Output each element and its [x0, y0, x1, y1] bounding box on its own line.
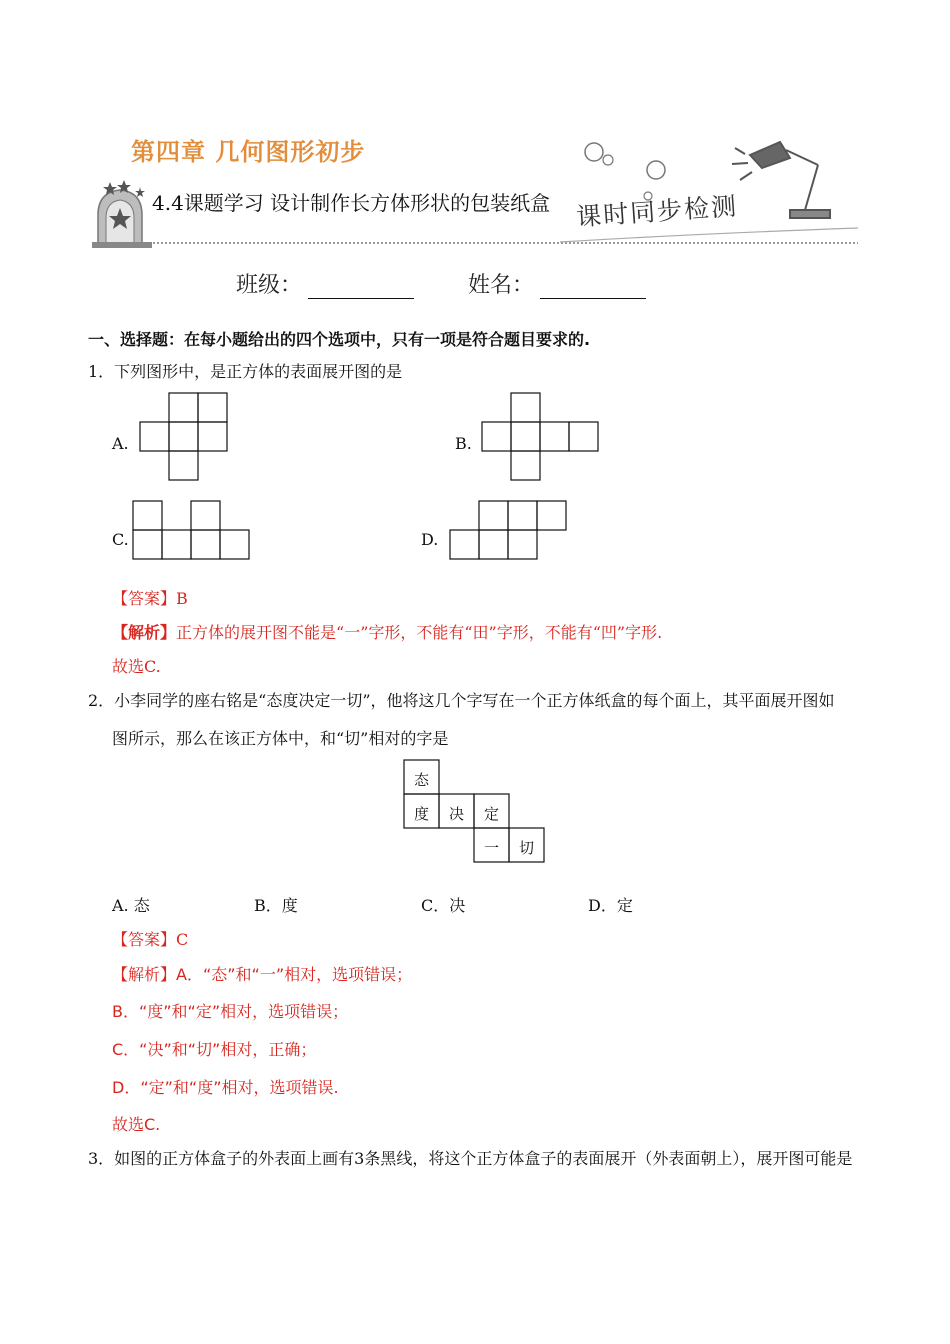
chapter-title: 第四章 几何图形初步 [131, 138, 366, 166]
desk-lamp-icon [732, 142, 830, 218]
q1-option-b-label: B. [455, 434, 472, 453]
q1-option-d-net [448, 500, 570, 562]
banner-label: 课时同步检测 [575, 191, 739, 232]
q2-conclusion: 故选C. [112, 1115, 161, 1134]
q1-analysis-label: 【解析】 [112, 623, 177, 642]
q1-option-b-net [480, 392, 602, 482]
q3-stem: 3．如图的正方体盒子的外表面上画有3条黑线，将这个正方体盒子的表面展开（外表面朝上），展开图可能是 [88, 1149, 853, 1168]
name-field [468, 268, 646, 299]
lesson-title: 4.4课题学习 设计制作长方体形状的包装纸盒 [152, 191, 551, 215]
section-title: 一、选择题：在每小题给出的四个选项中，只有一项是符合题目要求的. [88, 330, 591, 349]
q2-net-cell-ding: 定 [484, 805, 500, 823]
q1-option-a-label: A. [112, 434, 129, 453]
q2-stem-line2: 图所示，那么在该正方体中，和“切”相对的字是 [112, 729, 449, 748]
q2-net-figure [402, 759, 552, 869]
class-blank[interactable] [308, 276, 414, 299]
q1-answer: 【答案】B [112, 589, 188, 608]
class-field [236, 268, 414, 299]
name-label: 姓名： [468, 273, 535, 298]
q1-option-c-label: C. [112, 530, 129, 549]
q2-option-b: B．度 [254, 896, 298, 915]
q2-analysis-line2: B．“度”和“定”相对，选项错误； [112, 1002, 349, 1021]
q2-option-a: A. 态 [112, 896, 150, 915]
q1-stem: 1．下列图形中，是正方体的表面展开图的是 [88, 362, 403, 381]
class-label: 班级： [236, 273, 303, 298]
q2-answer: 【答案】C [112, 930, 189, 949]
star-badge-icon [92, 180, 152, 248]
q2-analysis-line3: C．“决”和“切”相对，正确； [112, 1040, 317, 1059]
q2-option-c: C．决 [421, 896, 466, 915]
q2-stem-line1: 2．小李同学的座右铭是“态度决定一切”，他将这几个字写在一个正方体纸盒的每个面上，其平面展开图如 [88, 691, 835, 710]
q2-analysis-line1: 【解析】A．“态”和“一”相对，选项错误； [112, 965, 413, 984]
q1-option-d-label: D. [421, 530, 439, 549]
q1-option-a-net [138, 392, 230, 482]
q1-option-c-net [131, 500, 251, 562]
q1-analysis-text: 正方体的展开图不能是“一”字形，不能有“田”字形，不能有“凹”字形. [176, 623, 663, 642]
q2-net-cell-jue: 决 [449, 805, 465, 823]
name-blank[interactable] [540, 276, 646, 299]
q2-net-cell-yi: 一 [484, 839, 500, 857]
q1-analysis [112, 623, 662, 643]
q2-option-d: D．定 [588, 896, 633, 915]
q2-net-cell-qie: 切 [519, 839, 535, 857]
q2-analysis-line4: D．“定”和“度”相对，选项错误. [112, 1078, 339, 1097]
q1-conclusion: 故选C. [112, 657, 161, 676]
q2-net-cell-du: 度 [414, 805, 430, 823]
q2-net-cell-tai: 态 [414, 771, 430, 789]
